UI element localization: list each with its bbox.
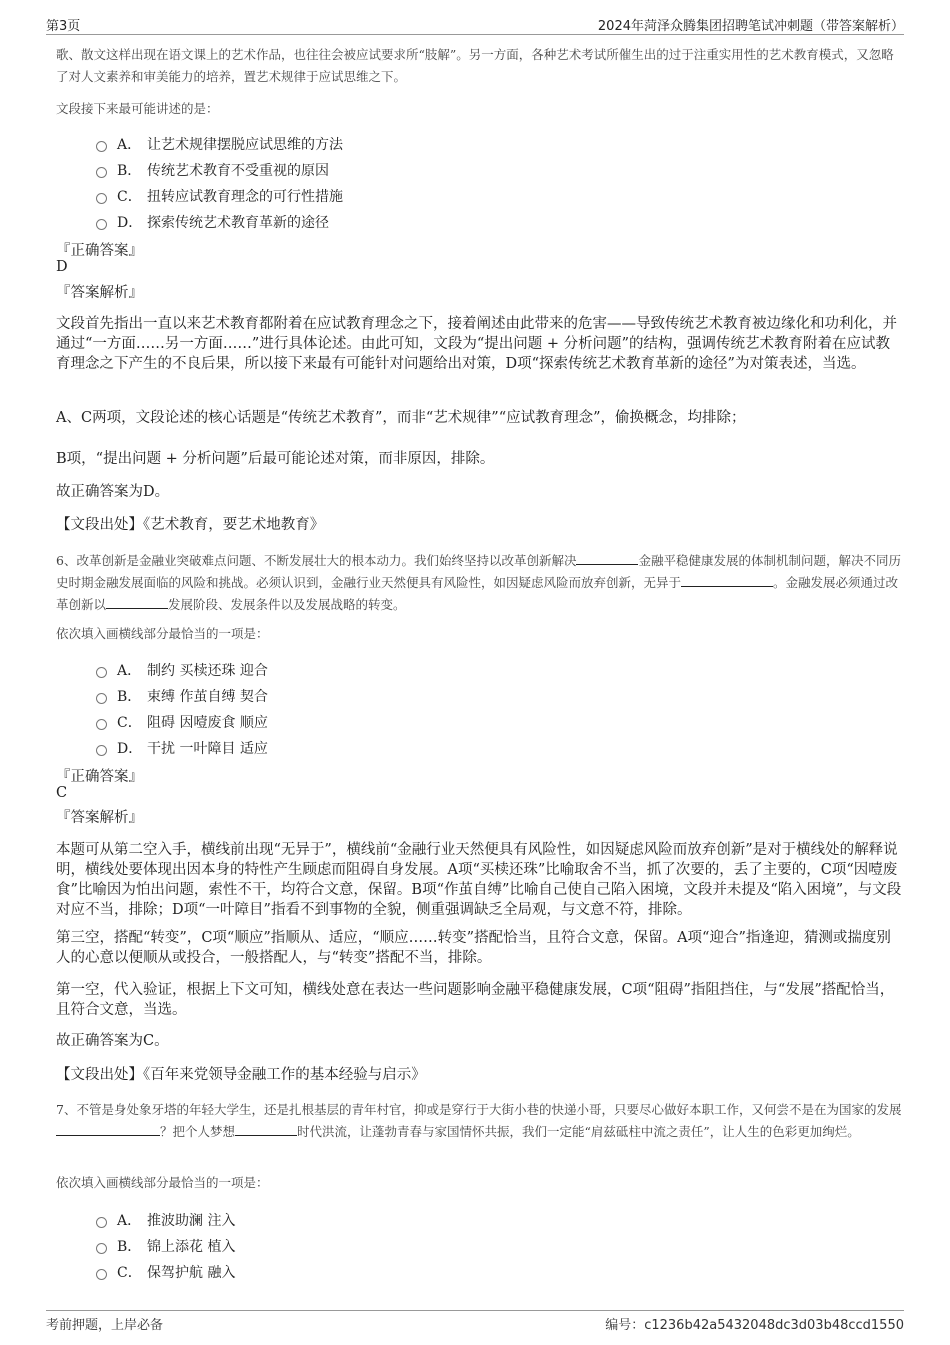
q5-option-b[interactable]: B． 传统艺术教育不受重视的原因 <box>96 160 329 180</box>
q7-stem: 7、不管是身处象牙塔的年轻大学生，还是扎根基层的青年村官，抑或是穿行于大街小巷的快递小哥，只要尽心做好本职工作，又何尝不是在为国家的发展？把个人梦想 时代洪流，让蓬勃青春与家国情怀共振，我们一定能“肩兹砥柱中流之责任”，让人生的色彩更加绚烂。 <box>56 1102 902 1139</box>
q6-analysis-label: 『答案解析』 <box>56 810 143 826</box>
radio-icon[interactable] <box>96 1243 107 1254</box>
q5-passage-tail: 歌、散文这样出现在语文课上的艺术作品，也往往会被应试要求所“肢解”。另一方面，各种艺术考试所催生出的过于注重实用性的艺术教育模式，又忽略了对人文素养和审美能力的培养，置艺术规律于应试思维之下。 <box>56 47 894 84</box>
q5-conclusion: 故正确答案为D。 <box>56 484 170 500</box>
q5-answer-label: 『正确答案』 <box>56 243 143 259</box>
fill-blank-3 <box>106 596 168 609</box>
radio-icon[interactable] <box>96 1217 107 1228</box>
q5-analysis-3: B项，“提出问题 + 分析问题”后最可能论述对策，而非原因，排除。 <box>56 451 495 467</box>
q6-analysis-2: 第三空，搭配“转变”，C项“顺应”指顺从、适应，“顺应……转变”搭配恰当，且符合文意，保留。A项“迎合”指逢迎，猜测或揣度别人的心意以便顺从或投合，一般搭配人，与“转变”搭配不当，排除。 <box>56 930 891 966</box>
q6-question: 依次填入画横线部分最恰当的一项是： <box>56 626 269 641</box>
fill-blank-1 <box>56 1123 160 1136</box>
q5-option-c[interactable]: C． 扭转应试教育理念的可行性措施 <box>96 186 343 206</box>
radio-icon[interactable] <box>96 141 107 152</box>
q5-option-a[interactable]: A． 让艺术规律摆脱应试思维的方法 <box>96 134 343 154</box>
q5-option-d[interactable]: D． 探索传统艺术教育革新的途径 <box>96 212 329 232</box>
q7-question: 依次填入画横线部分最恰当的一项是： <box>56 1175 269 1190</box>
q6-analysis-3: 第一空，代入验证，根据上下文可知，横线处意在表达一些问题影响金融平稳健康发展，C项“阻碍”指阻挡住，与“发展”搭配恰当，且符合文意，当选。 <box>56 982 895 1018</box>
q5-answer: D <box>56 259 68 275</box>
q7-option-a[interactable]: A． 推波助澜 注入 <box>96 1210 235 1230</box>
q7-option-b[interactable]: B． 锦上添花 植入 <box>96 1236 235 1256</box>
q6-analysis-1: 本题可从第二空入手，横线前出现“无异于”，横线前“金融行业天然便具有风险性，如因疑虑风险而放弃创新”是对于横线处的解释说明，横线处要体现出因本身的特性产生顾虑而阻碍自身发展。A项“买椟还珠”比喻取舍不当，抓了次要的，丢了主要的，C项“因噎废食”比喻因为怕出问题，索性不干，均符合文意，保留。B项“作茧自缚”比喻自己使自己陷入困境，文段并未提及“陷入困境”，与文段对应不当，排除；D项“一叶障目”指看不到事物的全貌，侧重强调缺乏全局观，与文意不符，排除。 <box>56 842 902 918</box>
fill-blank-1 <box>576 552 638 565</box>
radio-icon[interactable] <box>96 745 107 756</box>
q5-question: 文段接下来最可能讲述的是： <box>56 101 219 116</box>
radio-icon[interactable] <box>96 719 107 730</box>
radio-icon[interactable] <box>96 667 107 678</box>
q6-stem: 6、改革创新是金融业突破难点问题、不断发展壮大的根本动力。我们始终坚持以改革创新解决 金融平稳健康发展的体制机制问题，解决不同历史时期金融发展面临的风险和挑战。必须认识到，金融行业天然便具有风险性，如因疑虑风险而放弃创新，无异于 。金融发展必须通过改革创新以 发展阶段、发展条件以及发展战略的转变。 <box>56 553 901 612</box>
q5-analysis-2: A、C两项，文段论述的核心话题是“传统艺术教育”，而非“艺术规律”“应试教育理念”，偷换概念，均排除； <box>56 410 746 426</box>
fill-blank-2 <box>681 574 773 587</box>
radio-icon[interactable] <box>96 1269 107 1280</box>
page-footer <box>46 1310 904 1333</box>
q6-answer: C <box>56 785 68 801</box>
document-code: 编号：c1236b42a5432048dc3d03b48ccd1550 <box>605 1318 904 1333</box>
page-number: 第3页 <box>46 19 81 34</box>
q6-conclusion: 故正确答案为C。 <box>56 1033 169 1049</box>
fill-blank-2 <box>235 1123 297 1136</box>
radio-icon[interactable] <box>96 193 107 204</box>
radio-icon[interactable] <box>96 219 107 230</box>
radio-icon[interactable] <box>96 693 107 704</box>
q6-option-d[interactable]: D． 干扰 一叶障目 适应 <box>96 738 268 758</box>
q6-source: 【文段出处】《百年来党领导金融工作的基本经验与启示》 <box>56 1067 426 1083</box>
page-header <box>46 12 904 35</box>
q6-option-b[interactable]: B． 束缚 作茧自缚 契合 <box>96 686 268 706</box>
radio-icon[interactable] <box>96 167 107 178</box>
q6-answer-label: 『正确答案』 <box>56 769 143 785</box>
q5-source: 【文段出处】《艺术教育，要艺术地教育》 <box>56 517 325 533</box>
q5-analysis-label: 『答案解析』 <box>56 285 143 301</box>
q7-option-c[interactable]: C． 保驾护航 融入 <box>96 1262 235 1282</box>
footer-slogan: 考前押题，上岸必备 <box>46 1318 164 1333</box>
q5-analysis-1: 文段首先指出一直以来艺术教育都附着在应试教育理念之下，接着阐述由此带来的危害——导致传统艺术教育被边缘化和功利化，并通过“一方面……另一方面……”进行具体论述。由此可知，文段为“提出问题 + 分析问题”的结构，强调传统艺术教育附着在应试教育理念之下产生的不良后果，所以接下来最有可能针对问题给出对策，D项“探索传统艺术教育革新的途径”为对策表述，当选。 <box>56 316 897 372</box>
document-title: 2024年菏泽众腾集团招聘笔试冲刺题（带答案解析） <box>597 19 904 34</box>
q6-option-c[interactable]: C． 阻碍 因噎废食 顺应 <box>96 712 268 732</box>
q6-option-a[interactable]: A． 制约 买椟还珠 迎合 <box>96 660 268 680</box>
